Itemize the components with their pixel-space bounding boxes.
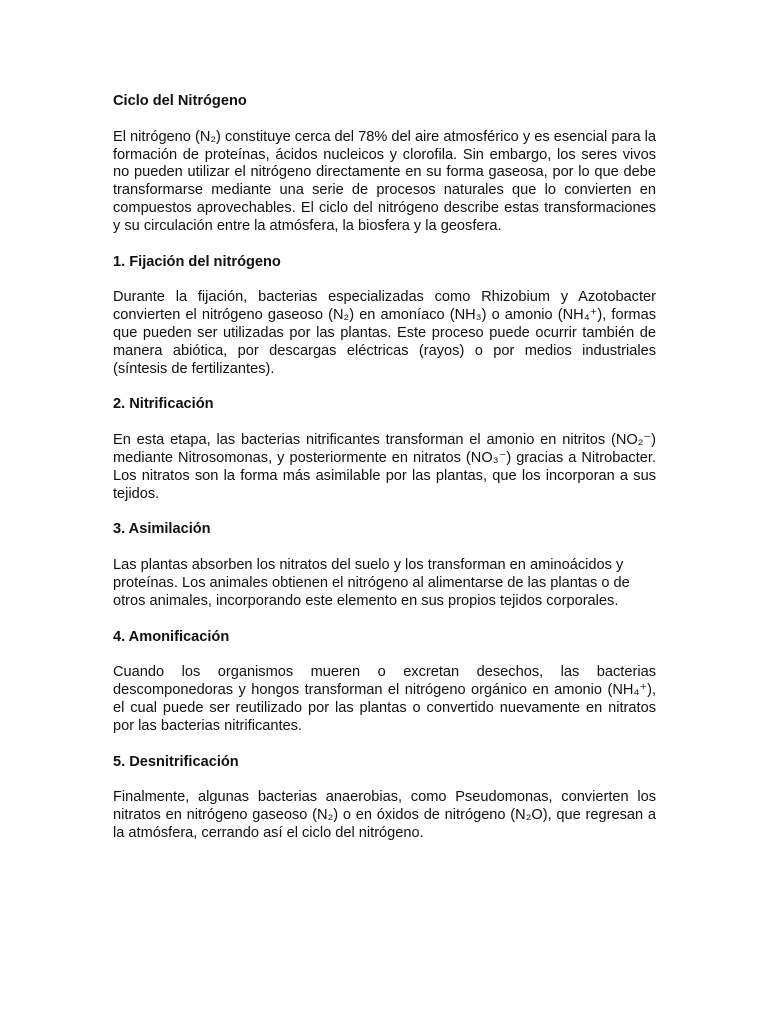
section-text-desnitrificacion: Finalmente, algunas bacterias anaerobias, como Pseudomonas, convierten los nitratos en nitrógeno gaseoso (N₂) o en óxidos de nitrógeno (N₂O), que regresan a la atmósfera, cerrando así el ciclo del nitrógeno. xyxy=(113,789,656,841)
document-title: Ciclo del Nitrógeno xyxy=(113,93,247,109)
section-heading-desnitrificacion: 5. Desnitrificación xyxy=(113,753,239,770)
intro-paragraph: El nitrógeno (N₂) constituye cerca del 78% del aire atmosférico y es esencial para la formación de proteínas, ácidos nucleicos y clorofila. Sin embargo, los seres vivos no pueden utilizar el nitrógeno directamente en su forma gaseosa, por lo que debe transformarse mediante una serie de procesos naturales que lo convierten en compuestos aprovechables. El ciclo del nitrógeno describe estas transformaciones y su circulación entre la atmósfera, la biosfera y la geosfera. xyxy=(113,128,656,234)
section-heading-amonificacion: 4. Amonificación xyxy=(113,628,230,645)
section-text-amonificacion: Cuando los organismos mueren o excretan desechos, las bacterias descomponedoras y hongos transforman el nitrógeno orgánico en amonio (NH₄⁺), el cual puede ser reutilizado por las plantas o convertido nuevamente en nitratos por las bacterias nitrificantes. xyxy=(113,664,656,734)
section-heading-asimilacion: 3. Asimilación xyxy=(113,521,211,538)
section-heading-nitrificacion: 2. Nitrificación xyxy=(113,396,214,413)
section-text-fijacion: Durante la fijación, bacterias especializadas como Rhizobium y Azotobacter convierten el nitrógeno gaseoso (N₂) en amoníaco (NH₃) o amonio (NH₄⁺), formas que pueden ser utilizadas por las plantas. Este proceso puede ocurrir también de manera abiótica, por descargas eléctricas (rayos) o por medios industriales (síntesis de fertilizantes). xyxy=(113,289,656,377)
section-text-nitrificacion: En esta etapa, las bacterias nitrificantes transforman el amonio en nitritos (NO₂⁻) mediante Nitrosomonas, y posteriormente en nitratos (NO₃⁻) gracias a Nitrobacter. Los nitratos son la forma más asimilable por las plantas, que los incorporan a sus tejidos. xyxy=(113,432,656,502)
section-text-asimilacion: Las plantas absorben los nitratos del suelo y los transforman en aminoácidos y proteínas. Los animales obtienen el nitrógeno al alimentarse de las plantas o de otros animales, incorporando este elemento en sus propios tejidos corporales. xyxy=(113,557,630,609)
document-page xyxy=(113,93,656,861)
section-heading-fijacion: 1. Fijación del nitrógeno xyxy=(113,253,281,270)
